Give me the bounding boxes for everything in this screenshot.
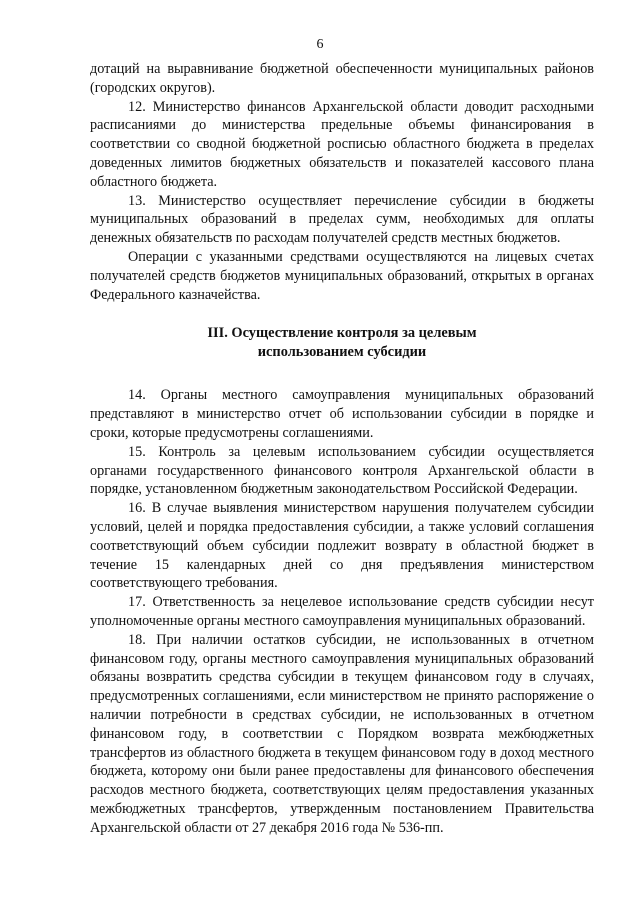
paragraph-18: 18. При наличии остатков субсидии, не использованных в отчетном финансовом году, органы местного самоуправления муниципальных образований обязаны возвратить средства субсидии в текущем финансовом году в случаях, предусмотренных соглашениями, если министерством не принято распоряжение о наличии потребности в средствах субсидии, не использованных в отчетном финансовом году, в соответствии с Порядком возврата межбюджетных трансфертов из областного бюджета в текущем финансовом году в доход местного бюджета, которому они были ранее предоставлены для финансового обеспечения расходов местного бюджета, соответствующих целям предоставления указанных межбюджетных трансфертов, утвержденным постановлением Правительства Архангельской области от 27 декабря 2016 года № 536-пп. <box>90 631 594 836</box>
paragraph-operations: Операции с указанными средствами осуществляются на лицевых счетах получателей средств бюджетов муниципальных образований, открытых в органах Федерального казначейства. <box>90 248 594 303</box>
page-number: 6 <box>316 37 324 52</box>
paragraph-16: 16. В случае выявления министерством нарушения получателем субсидии условий, целей и порядка предоставления субсидии, а также условий соглашения соответствующий объем субсидии подлежит возврату в областной бюджет в течение 15 календарных дней со дня предъявления министерством соответствующего требования. <box>90 500 594 592</box>
section-heading-line-2: использованием субсидии <box>257 344 427 361</box>
paragraph-17: 17. Ответственность за нецелевое использование средств субсидии несут уполномоченные органы местного самоуправления муниципальных образований. <box>90 594 594 629</box>
section-heading-line-1: III. Осуществление контроля за целевым <box>207 325 477 342</box>
paragraph-12: 12. Министерство финансов Архангельской области доводит расходными расписаниями до министерства предельные объемы финансирования в соответствии со сводной бюджетной росписью областного бюджета в пределах доведенных лимитов бюджетных обязательств и показателей кассового плана областного бюджета. <box>90 98 594 190</box>
paragraph-continuation: дотаций на выравнивание бюджетной обеспеченности муниципальных районов (городских округов). <box>90 61 594 96</box>
paragraph-15: 15. Контроль за целевым использованием субсидии осуществляется органами государственного финансового контроля Архангельской области в порядке, установленном бюджетным законодательством Российской Федерации. <box>90 443 594 498</box>
document-body <box>90 60 594 837</box>
paragraph-14: 14. Органы местного самоуправления муниципальных образований представляют в министерство отчет об использовании субсидии в порядке и сроки, которые предусмотрены соглашениями. <box>90 387 594 441</box>
paragraph-13: 13. Министерство осуществляет перечисление субсидии в бюджеты муниципальных образований в пределах сумм, необходимых для оплаты денежных обязательств по расходам получателей средств местных бюджетов. <box>90 192 594 247</box>
section-heading <box>90 324 594 362</box>
